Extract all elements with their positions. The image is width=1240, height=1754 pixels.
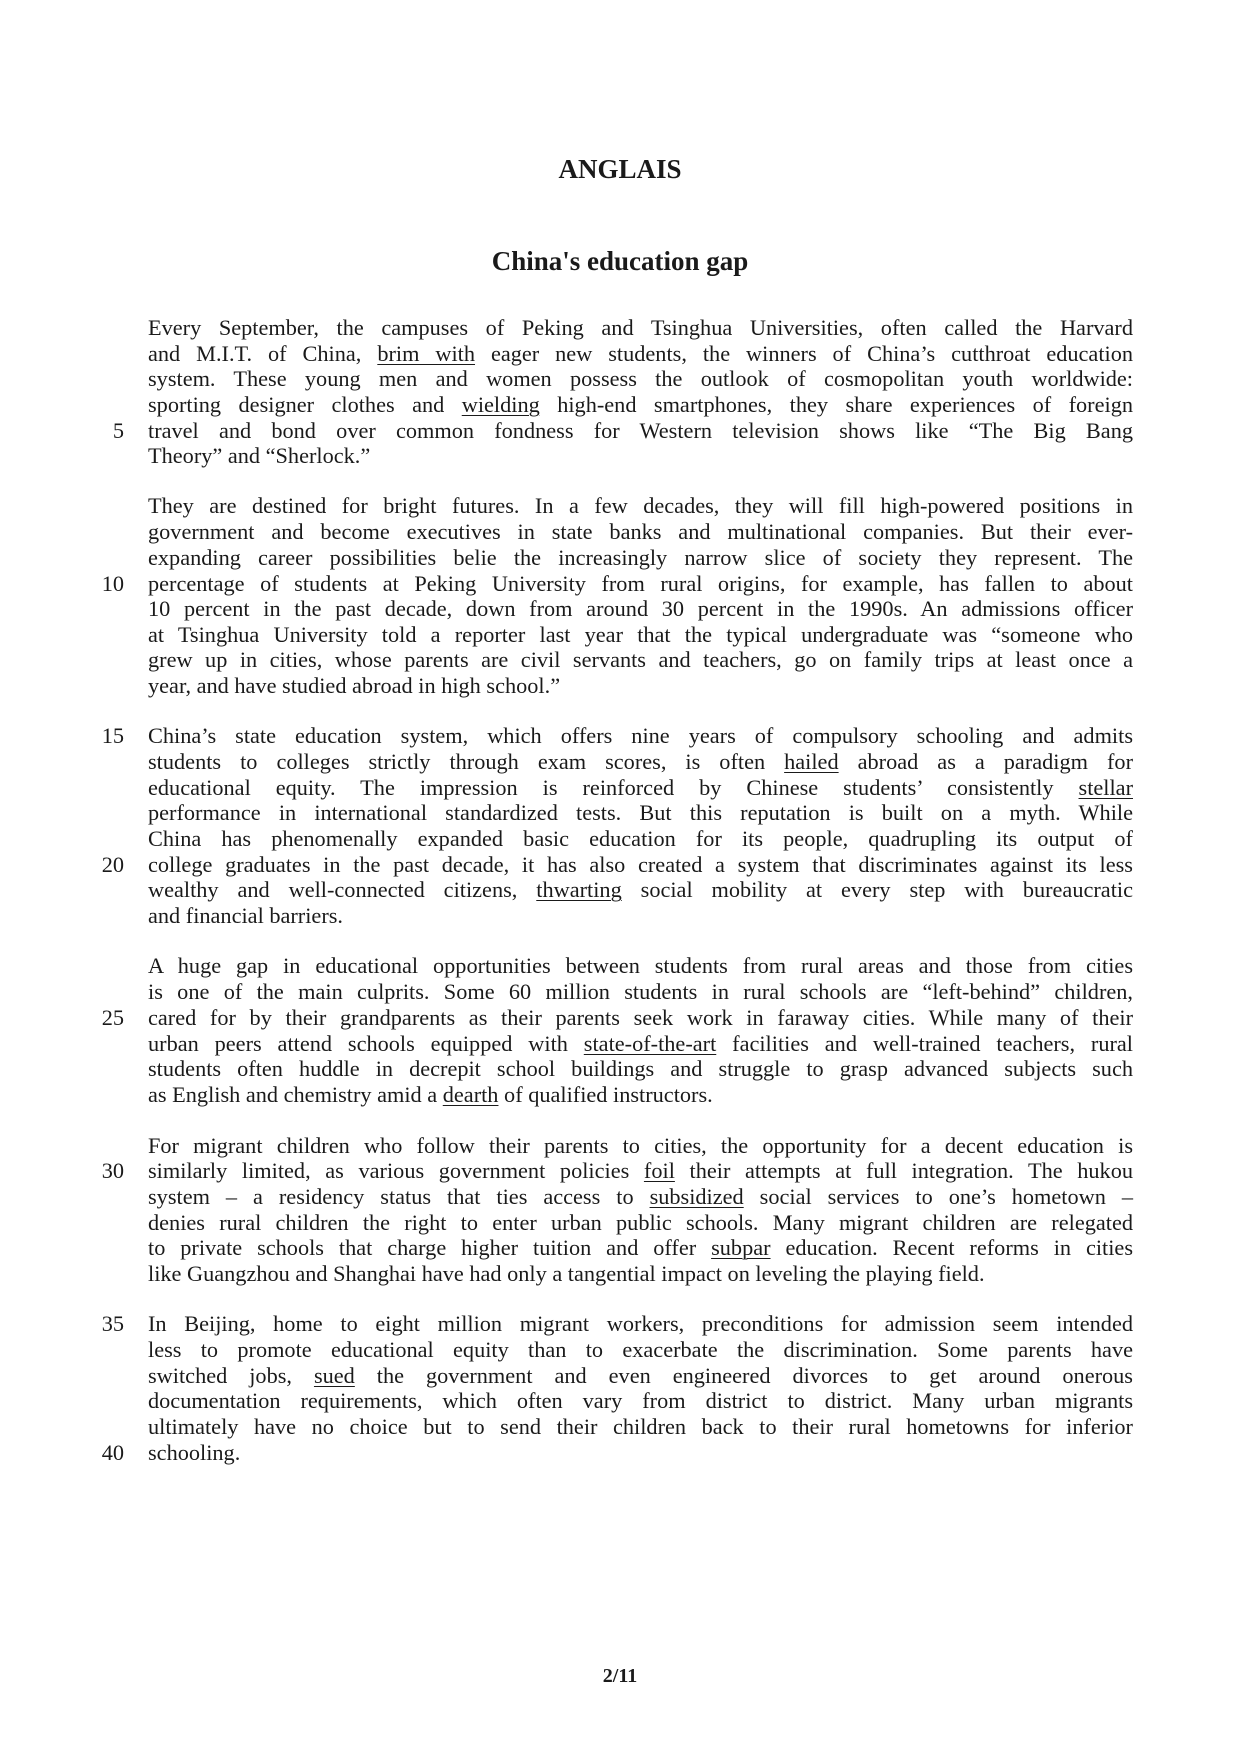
text-line: less to promote educational equity than to exacerbate the discrimination. Some parents have: [148, 1337, 1133, 1362]
text-line: at Tsinghua University told a reporter last year that the typical undergraduate was “someone who: [148, 622, 1133, 647]
vocabulary-word: subpar: [711, 1235, 771, 1260]
vocabulary-word: hailed: [784, 749, 839, 774]
text-line: In Beijing, home to eight million migrant workers, preconditions for admission seem intended: [148, 1311, 1133, 1336]
line-number: 15: [101, 723, 124, 748]
text-line: college graduates in the past decade, it has also created a system that discriminates against its less: [148, 852, 1133, 877]
vocabulary-word: thwarting: [536, 877, 622, 902]
text-line: denies rural children the right to enter urban public schools. Many migrant children are relegated: [148, 1210, 1133, 1235]
text-line: Theory” and “Sherlock.”: [148, 443, 371, 468]
text-line: educational equity. The impression is reinforced by Chinese students’ consistently stellar: [148, 775, 1133, 800]
text-line: urban peers attend schools equipped with state-of-the-art facilities and well-trained teachers, rural: [148, 1031, 1133, 1056]
text-line: sporting designer clothes and wielding high-end smartphones, they share experiences of foreign: [148, 392, 1133, 417]
text-line: students often huddle in decrepit school buildings and struggle to grasp advanced subjects such: [148, 1056, 1133, 1081]
text-line: and financial barriers.: [148, 903, 343, 928]
text-line: China has phenomenally expanded basic education for its people, quadrupling its output of: [148, 826, 1133, 851]
line-number: 30: [101, 1158, 124, 1183]
text-line: travel and bond over common fondness for Western television shows like “The Big Bang: [148, 418, 1133, 443]
text-line: percentage of students at Peking University from rural origins, for example, has fallen to about: [148, 571, 1133, 596]
line-number: 20: [101, 852, 124, 877]
vocabulary-word: stellar: [1078, 775, 1133, 800]
text-line: They are destined for bright futures. In a few decades, they will fill high-powered positions in: [148, 493, 1133, 518]
text-line: expanding career possibilities belie the increasingly narrow slice of society they represent. The: [148, 545, 1133, 570]
text-line: government and become executives in state banks and multinational companies. But their ever-: [148, 519, 1133, 544]
text-line: grew up in cities, whose parents are civil servants and teachers, go on family trips at least once a: [148, 647, 1133, 672]
text-line: switched jobs, sued the government and even engineered divorces to get around onerous: [148, 1363, 1133, 1388]
text-line: as English and chemistry amid a dearth of qualified instructors.: [148, 1082, 713, 1107]
article-title: China's education gap: [491, 246, 749, 276]
text-line: ultimately have no choice but to send their children back to their rural hometowns for inferior: [148, 1414, 1133, 1439]
text-line: system. These young men and women possess the outlook of cosmopolitan youth worldwide:: [148, 366, 1133, 391]
text-line: cared for by their grandparents as their parents seek work in faraway cities. While many of their: [148, 1005, 1133, 1030]
line-number: 35: [101, 1311, 124, 1336]
vocabulary-word: wielding: [461, 392, 540, 417]
text-line: 10 percent in the past decade, down from around 30 percent in the 1990s. An admissions officer: [148, 596, 1133, 621]
vocabulary-word: foil: [643, 1158, 675, 1183]
line-number: 40: [101, 1440, 124, 1465]
text-line: A huge gap in educational opportunities between students from rural areas and those from cities: [148, 953, 1133, 978]
text-line: wealthy and well-connected citizens, thwarting social mobility at every step with bureaucratic: [148, 877, 1133, 902]
text-line: system – a residency status that ties access to subsidized social services to one’s hometown –: [148, 1184, 1133, 1209]
line-number: 5: [112, 418, 124, 443]
text-line: For migrant children who follow their parents to cities, the opportunity for a decent education is: [148, 1133, 1133, 1158]
text-line: documentation requirements, which often vary from district to district. Many urban migrants: [148, 1388, 1133, 1413]
text-line: year, and have studied abroad in high school.”: [148, 673, 561, 698]
text-line: students to colleges strictly through exam scores, is often hailed abroad as a paradigm for: [148, 749, 1133, 774]
text-line: and M.I.T. of China, brim with eager new students, the winners of China’s cutthroat education: [148, 341, 1134, 366]
vocabulary-word: subsidized: [649, 1184, 744, 1209]
text-line: like Guangzhou and Shanghai have had only a tangential impact on leveling the playing field.: [148, 1261, 985, 1286]
vocabulary-word: sued: [313, 1363, 355, 1388]
text-line: to private schools that charge higher tuition and offer subpar education. Recent reforms in cities: [148, 1235, 1133, 1260]
text-line: is one of the main culprits. Some 60 million students in rural schools are “left-behind” children,: [148, 979, 1133, 1004]
vocabulary-word: state-of-the-art: [583, 1031, 717, 1056]
page-number: 2/11: [602, 1665, 638, 1687]
line-number: 25: [101, 1005, 124, 1030]
vocabulary-word: brim with: [377, 341, 476, 366]
vocabulary-word: dearth: [442, 1082, 499, 1107]
text-line: performance in international standardized tests. But this reputation is built on a myth. While: [148, 800, 1133, 825]
text-line: China’s state education system, which offers nine years of compulsory schooling and admits: [148, 723, 1133, 748]
line-number: 10: [101, 571, 124, 596]
subject-heading: ANGLAIS: [558, 154, 682, 184]
text-line: schooling.: [148, 1440, 241, 1465]
text-line: Every September, the campuses of Peking and Tsinghua Universities, often called the Harvard: [148, 315, 1133, 340]
text-line: similarly limited, as various government policies foil their attempts at full integration. The hukou: [148, 1158, 1133, 1183]
